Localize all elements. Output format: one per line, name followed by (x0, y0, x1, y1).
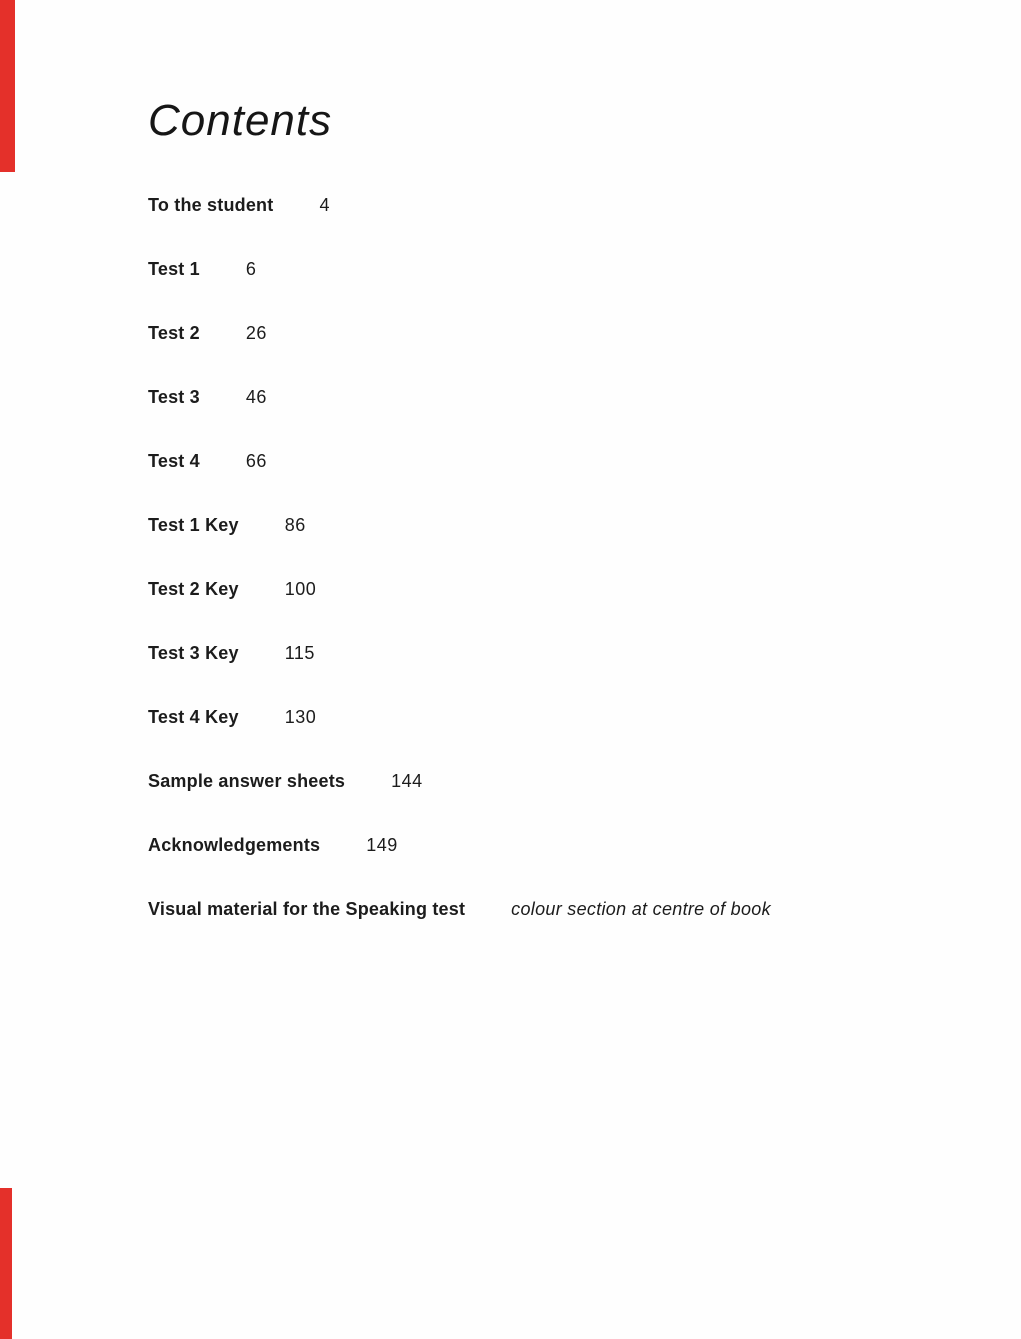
toc-entry-label: Test 1 (148, 259, 200, 279)
toc-entry-label: Sample answer sheets (148, 771, 346, 791)
toc-entry-page: 149 (366, 835, 398, 855)
toc-entry-sample-answer-sheets (148, 770, 948, 793)
toc-entry-test-4-key (148, 706, 948, 729)
toc-entry-page: 46 (245, 387, 267, 407)
toc-entry-to-the-student (148, 194, 948, 217)
toc-entry-label: Test 1 Key (148, 515, 239, 535)
toc-entry-visual-material (148, 898, 948, 921)
toc-entry-label: Test 3 (148, 387, 200, 407)
toc-entry-page: 26 (245, 323, 267, 343)
toc-entry-page: 4 (319, 195, 330, 215)
toc-entry-test-2 (148, 322, 948, 345)
toc-entry-page: 130 (284, 707, 317, 727)
table-of-contents (148, 194, 948, 921)
contents-page (148, 96, 948, 962)
toc-entry-label: Test 3 Key (148, 643, 239, 663)
toc-entry-label: Test 2 (148, 323, 200, 343)
toc-entry-page-note: colour section at centre of book (511, 899, 771, 919)
toc-entry-test-4 (148, 450, 948, 473)
toc-entry-test-3 (148, 386, 948, 409)
toc-entry-label: Visual material for the Speaking test (148, 899, 466, 919)
toc-entry-label: Acknowledgements (148, 835, 321, 855)
toc-entry-label: To the student (148, 195, 274, 215)
toc-entry-label: Test 2 Key (148, 579, 239, 599)
toc-entry-label: Test 4 Key (148, 707, 239, 727)
toc-entry-test-3-key (148, 642, 948, 665)
scan-edge-red-bottom (0, 1188, 12, 1339)
toc-entry-page: 144 (391, 771, 423, 791)
toc-entry-test-1-key (148, 514, 948, 537)
scan-edge-red-top (0, 0, 15, 172)
toc-entry-label: Test 4 (148, 451, 200, 471)
toc-entry-page: 100 (284, 579, 317, 599)
toc-entry-test-1 (148, 258, 948, 281)
toc-entry-page: 115 (284, 643, 315, 663)
toc-entry-page: 66 (245, 451, 267, 471)
toc-entry-acknowledgements (148, 834, 948, 857)
toc-entry-page: 86 (284, 515, 306, 535)
page-title: Contents (148, 96, 333, 145)
toc-entry-page: 6 (245, 259, 257, 279)
toc-entry-test-2-key (148, 578, 948, 601)
